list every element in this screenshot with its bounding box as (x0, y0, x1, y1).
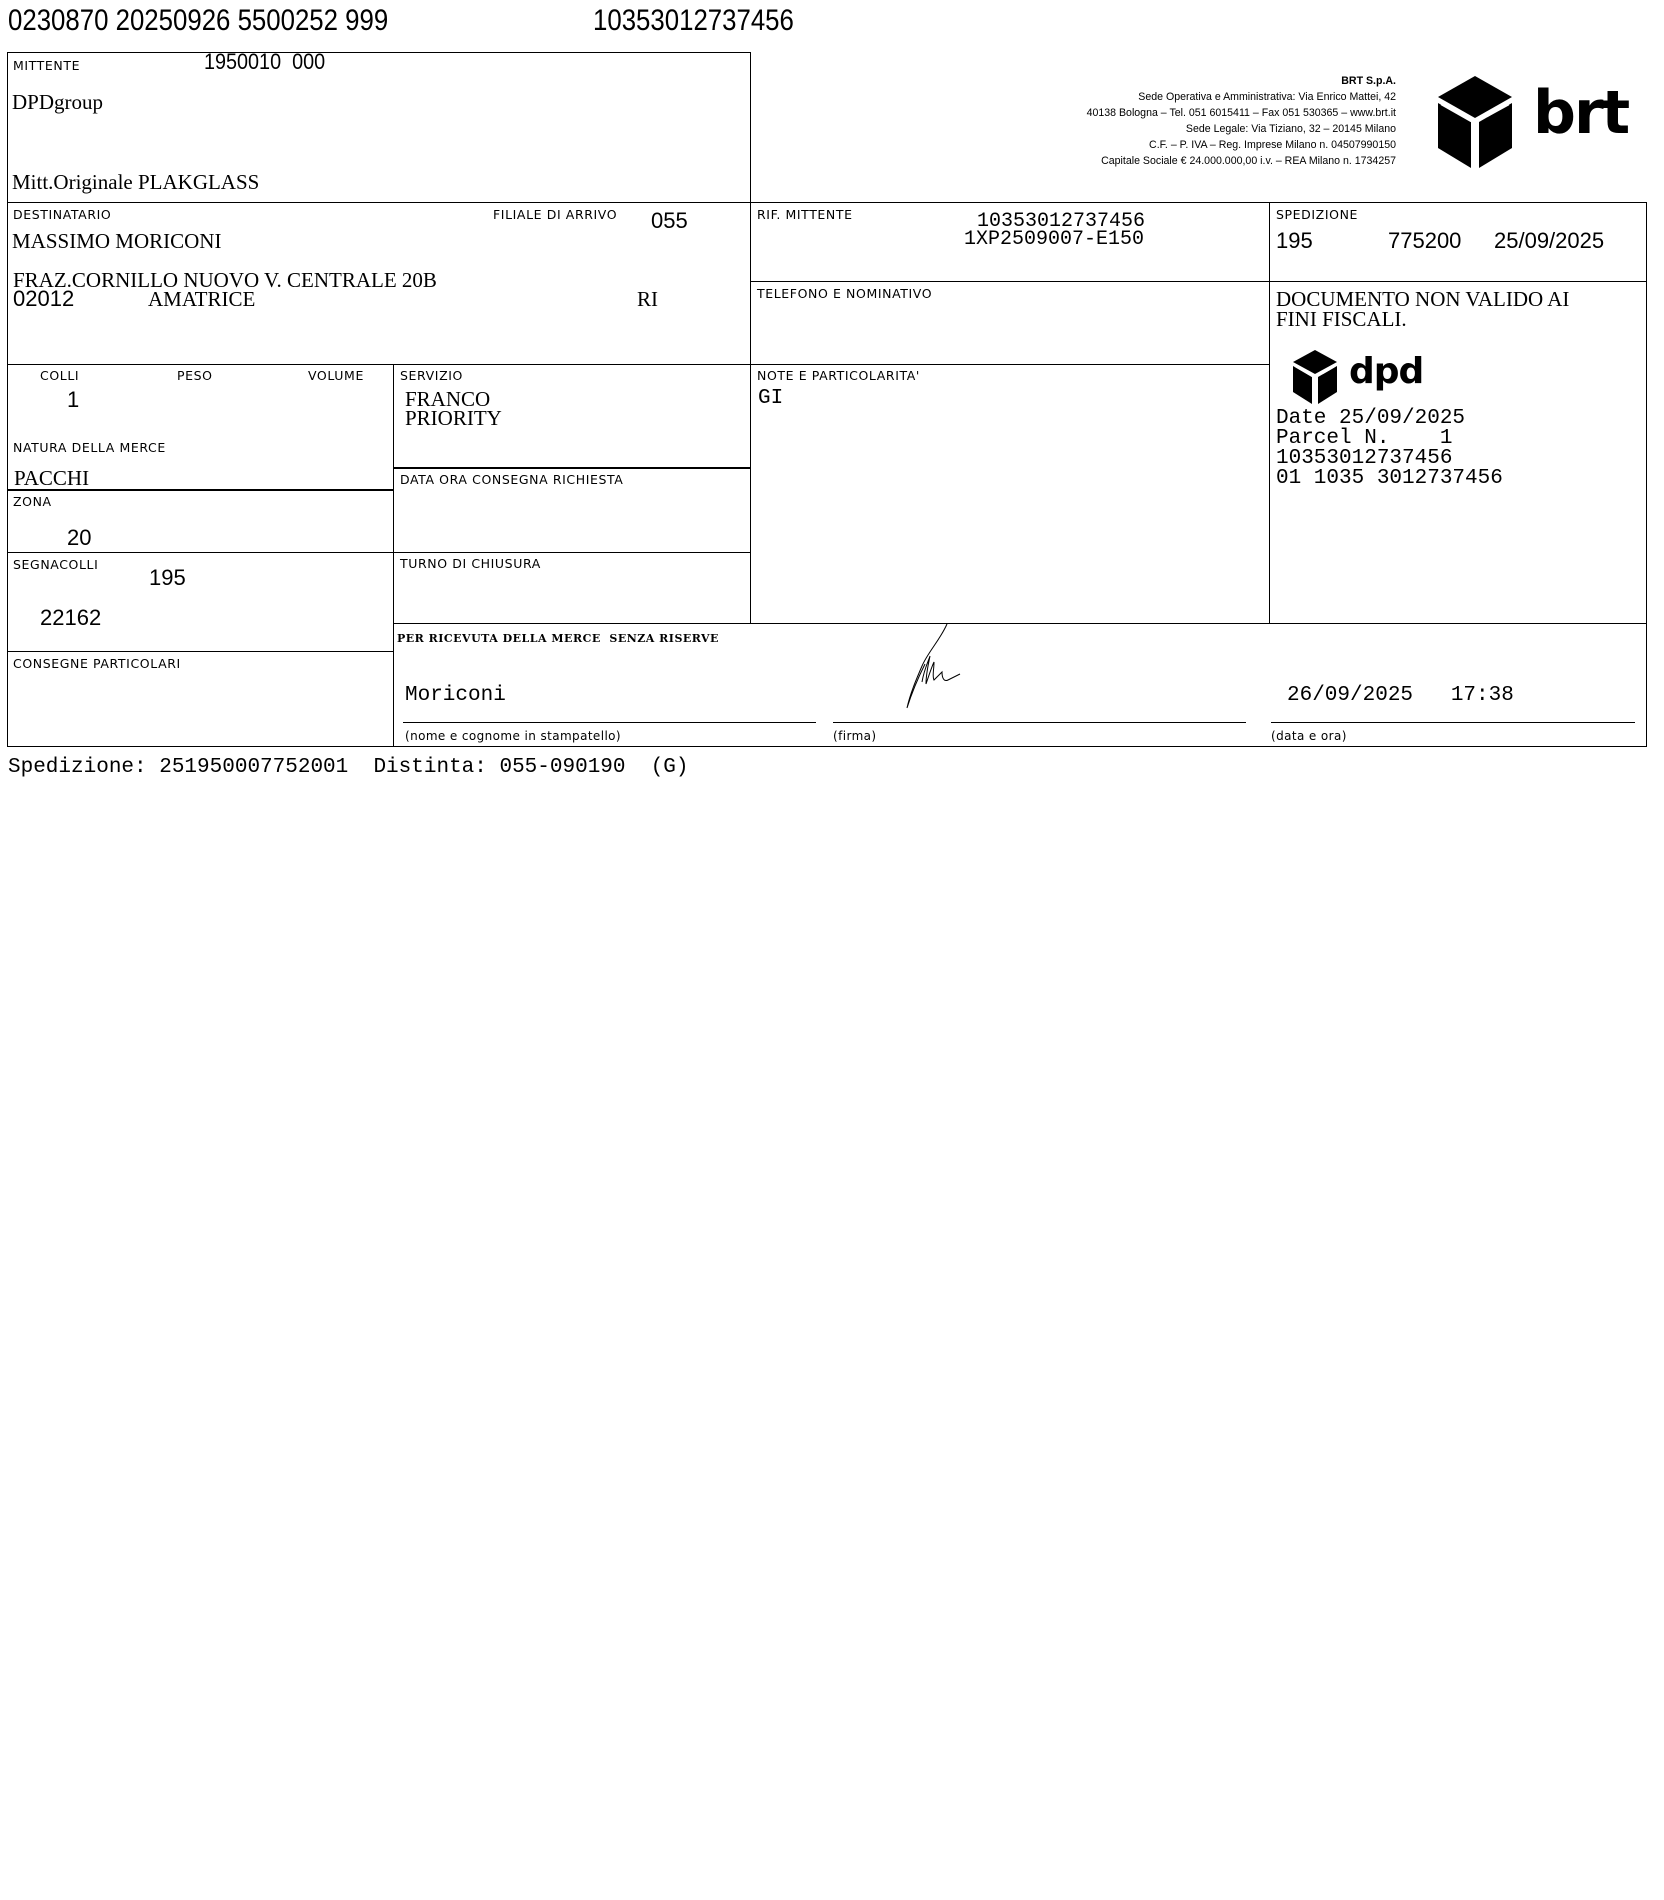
dpd-cube-logo-icon (1292, 350, 1338, 404)
volume-label: VOLUME (308, 368, 364, 383)
recipient-cap: 02012 (13, 286, 75, 311)
brt-logo-text: brt (1533, 78, 1629, 148)
carrier-company: BRT S.p.A. (1341, 75, 1396, 87)
colli-value: 1 (67, 387, 80, 412)
carrier-info-line: 40138 Bologna – Tel. 051 6015411 – Fax 051 530365 – www.brt.it (1086, 107, 1396, 119)
shipment-label: SPEDIZIONE (1276, 207, 1359, 222)
recipient-city: AMATRICE (148, 287, 256, 311)
sender-reference-label: RIF. MITTENTE (757, 207, 853, 222)
sender-label: MITTENTE (13, 58, 81, 73)
sender-reference-line1: 10353012737456 (977, 210, 1146, 233)
carrier-info-line: C.F. – P. IVA – Reg. Imprese Milano n. 04507990150 (1149, 139, 1396, 151)
service-label: SERVIZIO (400, 368, 463, 383)
recipient-name: MASSIMO MORICONI (12, 229, 222, 253)
closing-shift-label: TURNO DI CHIUSURA (400, 556, 541, 571)
requested-delivery-label: DATA ORA CONSEGNA RICHIESTA (400, 472, 624, 487)
zone-label: ZONA (13, 494, 52, 509)
name-line (403, 722, 816, 723)
fiscal-notice-line2: FINI FISCALI. (1276, 307, 1407, 331)
goods-nature-value: PACCHI (14, 466, 90, 490)
recipient-label: DESTINATARIO (13, 207, 112, 222)
sender-name: DPDgroup (12, 90, 104, 114)
peso-label: PESO (177, 368, 213, 383)
phone-label: TELEFONO E NOMINATIVO (757, 286, 933, 301)
dpd-parcel-number: Parcel N. 1 (1276, 427, 1453, 450)
sender-code: 1950010 000 (204, 49, 326, 74)
fiscal-notice-line1: DOCUMENTO NON VALIDO AI (1276, 287, 1570, 311)
footer-shipment-info: Spedizione: 251950007752001 Distinta: 055-090190 (G) (8, 756, 689, 779)
receipt-datetime: 26/09/2025 17:38 (1287, 684, 1514, 707)
tracking-code-line: 0230870 20250926 5500252 999 (8, 4, 389, 37)
carrier-info-line: Sede Legale: Via Tiziano, 32 – 20145 Milano (1185, 123, 1396, 135)
shipment-date: 25/09/2025 (1494, 228, 1605, 253)
parcel-marks-label: SEGNACOLLI (13, 557, 99, 572)
sender-reference-line2: 1XP2509007-E150 (964, 228, 1145, 251)
zone-value: 20 (67, 525, 92, 550)
dpd-barcode-line1: 10353012737456 (1276, 447, 1453, 470)
goods-nature-label: NATURA DELLA MERCE (13, 440, 166, 455)
datetime-caption: (data e ora) (1271, 729, 1347, 743)
recipient-print-name: Moriconi (405, 684, 506, 707)
recipient-address: FRAZ.CORNILLO NUOVO V. CENTRALE 20B (13, 268, 437, 292)
recipient-province: RI (637, 287, 658, 311)
carrier-info-line: Capitale Sociale € 24.000.000,00 i.v. – REA Milano n. 1734257 (1101, 155, 1396, 167)
service-line1: FRANCO (405, 387, 491, 411)
arrival-branch-label: FILIALE DI ARRIVO (493, 207, 618, 222)
signature-image (870, 622, 970, 712)
sender-original: Mitt.Originale PLAKGLASS (12, 170, 260, 194)
dpd-date: Date 25/09/2025 (1276, 407, 1466, 430)
datetime-line (1271, 722, 1635, 723)
service-line2: PRIORITY (405, 406, 502, 430)
name-caption: (nome e cognome in stampatello) (405, 729, 622, 743)
shipment-branch: 195 (1276, 228, 1313, 253)
carrier-info-line: Sede Operativa e Amministrativa: Via Enrico Mattei, 42 (1138, 91, 1396, 103)
dpd-barcode-line2: 01 1035 3012737456 (1276, 467, 1503, 490)
dpd-logo-text: dpd (1349, 351, 1424, 392)
shipment-number: 775200 (1388, 228, 1462, 253)
notes-value: GI (758, 387, 784, 410)
receipt-label: PER RICEVUTA DELLA MERCE SENZA RISERVE (397, 632, 719, 645)
parcel-marks-value1: 195 (149, 565, 186, 590)
parcel-reference-top: 10353012737456 (593, 4, 794, 37)
colli-label: COLLI (40, 368, 80, 383)
notes-label: NOTE E PARTICOLARITA' (757, 368, 920, 383)
special-deliveries-label: CONSEGNE PARTICOLARI (13, 656, 181, 671)
brt-cube-logo-icon (1436, 76, 1514, 168)
parcel-marks-value2: 22162 (40, 605, 102, 630)
arrival-branch-value: 055 (651, 208, 688, 233)
signature-line (833, 722, 1246, 723)
signature-caption: (firma) (833, 729, 877, 743)
